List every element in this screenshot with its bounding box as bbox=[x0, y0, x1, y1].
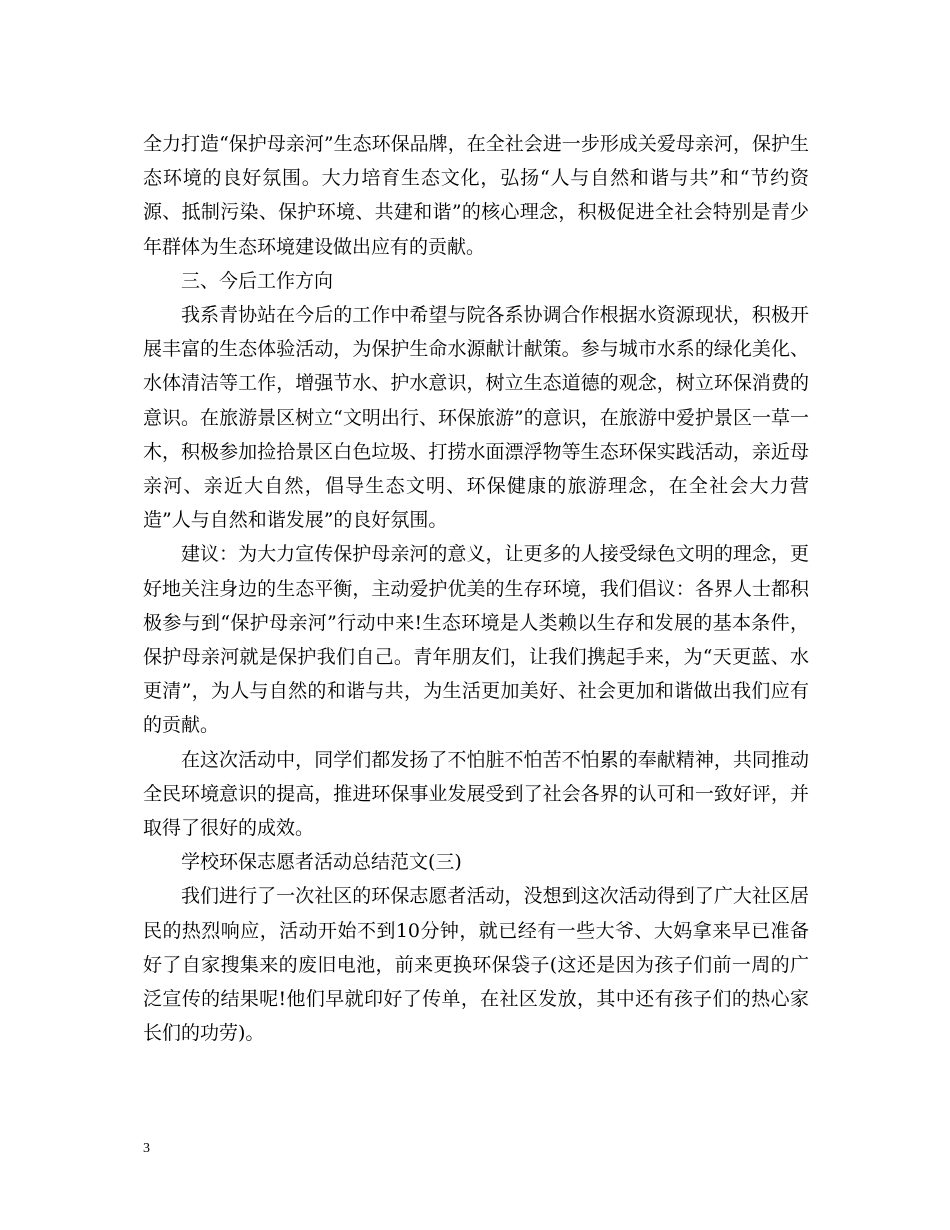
paragraph-future-work: 我系青协站在今后的工作中希望与院各系协调合作根据水资源现状，积极开展丰富的生态体验活动，为保护生命水源献计献策。参与城市水系的绿化美化、水体清洁等工作，增强节水、护水意识，树立生态道德的观念，树立环保消费的意识。在旅游景区树立“文明出行、环保旅游”的意识，在旅游中爱护景区一草一木，积极参加捡拾景区白色垃圾、打捞水面漂浮物等生态环保实践活动，亲近母亲河、亲近大自然，倡导生态文明、环保健康的旅游理念，在全社会大力营造”人与自然和谐发展”的良好氛围。 bbox=[143, 304, 809, 532]
section-heading-sample-three: 学校环保志愿者活动总结范文(三) bbox=[181, 851, 462, 874]
paragraph-activity-summary: 在这次活动中，同学们都发扬了不怕脏不怕苦不怕累的奉献精神，共同推动全民环境意识的提高，推进环保事业发展受到了社会各界的认可和一致好评，并取得了很好的成效。 bbox=[143, 748, 809, 840]
page-number: 3 bbox=[143, 1141, 150, 1156]
paragraph-community-activity: 我们进行了一次社区的环保志愿者活动，没想到这次活动得到了广大社区居民的热烈响应，活动开始不到10分钟，就已经有一些大爷、大妈拿来早已准备好了自家搜集来的废旧电池，前来更换环保袋子(这还是因为孩子们前一周的广泛宣传的结果呢!他们早就印好了传单，在社区发放，其中还有孩子们的热心家长们的功劳)。 bbox=[143, 885, 809, 1045]
paragraph-continuation: 全力打造“保护母亲河”生态环保品牌，在全社会进一步形成关爱母亲河，保护生态环境的良好氛围。大力培育生态文化，弘扬“人与自然和谐与共”和“节约资源、抵制污染、保护环境、共建和谐”的核心理念，积极促进全社会特别是青少年群体为生态环境建设做出应有的贡献。 bbox=[143, 133, 809, 258]
document-body bbox=[143, 127, 809, 1050]
paragraph-proposal: 建议：为大力宣传保护母亲河的意义，让更多的人接受绿色文明的理念，更好地关注身边的生态平衡，主动爱护优美的生存环境，我们倡议：各界人士都积极参与到“保护母亲河”行动中来!生态环境是人类赖以生存和发展的基本条件，保护母亲河就是保护我们自己。青年朋友们，让我们携起手来，为“天更蓝、水更清”，为人与自然的和谐与共，为生活更加美好、社会更加和谐做出我们应有的贡献。 bbox=[143, 543, 809, 737]
section-heading-future-direction: 三、今后工作方向 bbox=[181, 269, 334, 292]
